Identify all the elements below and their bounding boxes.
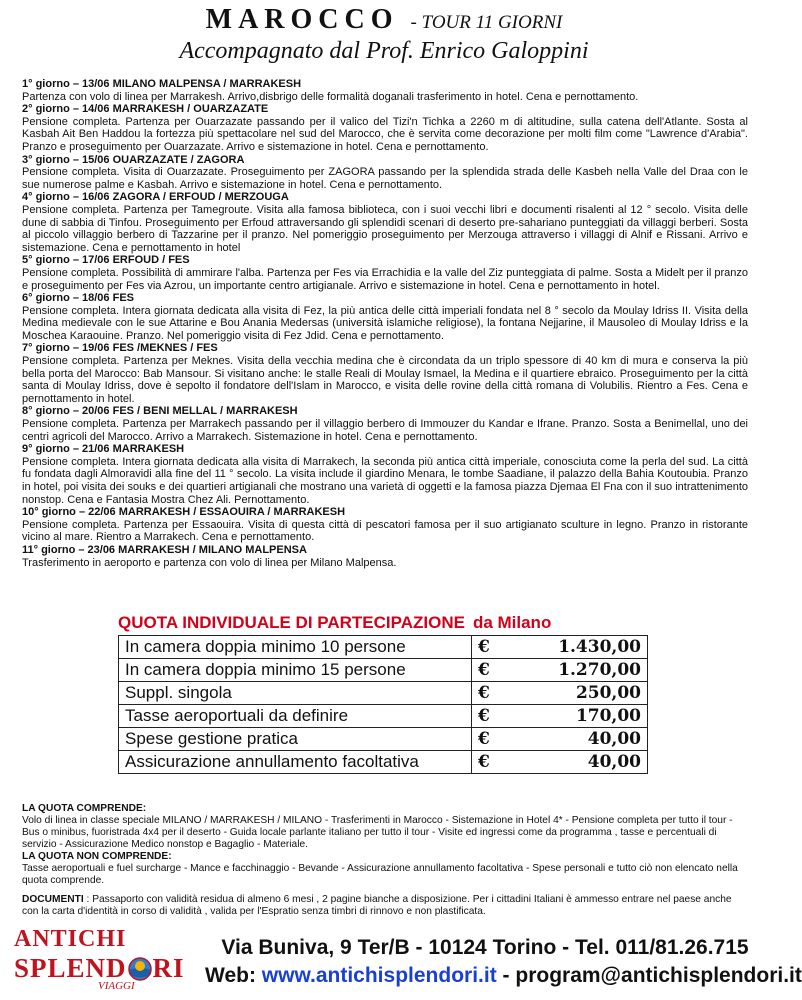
day-text: Pensione completa. Intera giornata dedicata alla visita di Marrakech, la seconda più antica città imperiale, conosciuta come la perla del sud. La città fu fondata dagli Almoravidi alla fine del 11 ° secolo. La visita include il giardino Menara, le tombe Saadiane, il palazzo della Bahia Koutoubia. Pranzo in hotel, poi visita dei souks e dei quartieri artigianali che mostrano una varietà di oggetti e la famosa piazza Djemaa El Fna con il suo intrattenimento nonstop. Cena e Fantasia Mostra Chez Ali. Pernottamento. [22,455,748,506]
day-title: 9° giorno – 21/06 MARRAKESH [22,443,185,456]
tour-duration: - TOUR 11 GIORNI [410,12,563,33]
day-title: 1° giorno – 13/06 MILANO MALPENSA / MARRAKESH [22,78,302,90]
includes-heading: LA QUOTA COMPRENDE: [22,803,147,814]
itinerary [22,78,748,569]
currency-symbol: € [478,706,490,726]
day-text: Pensione completa. Partenza per Meknes. Visita della vecchia medina che è circondata da un triplo spessore di 40 km di mura e conserva la più bella porta del Marocco: Bab Mansour. Si visitano anche: le stalle Reali di Moulay Ismael, la Medina e il quartiere ebraico. Proseguimento per la città santa di Moulay Idriss, dove è sepolto il fondatore dell'Islam in Marocco, e visita delle rovine della città romana di Volubilis. Rientro a Fes. Cena e pernottamento in hotel. [22,355,748,405]
day-3 [22,154,748,192]
day-4 [22,191,748,254]
price-label: Assicurazione annullamento facoltativa [119,751,472,774]
table-row [119,659,648,682]
day-11 [22,544,748,569]
excludes-heading: LA QUOTA NON COMPRENDE: [22,851,172,862]
day-1 [22,78,748,103]
price-amount-cell [472,682,648,705]
day-title: 10° giorno – 22/06 MARRAKESH / ESSAOUIRA / MARRAKESH [22,506,346,519]
day-title: 8° giorno – 20/06 FES / BENI MELLAL / MARRAKESH [22,405,298,418]
day-text: Pensione completa. Partenza per Tamegroute. Visita alla famosa biblioteca, con i suoi vecchi libri e documenti risalenti al 12 ° secolo. Visita delle dune di sabbia di Tinfou. Proseguimento per Erfoud attraversando gli splendidi scenari di deserto pre-sahariano punteggiati da villaggi berberi. Sosta al piccolo villaggio berbero di Tazzarine per il pranzo. Nel pomeriggio proseguimento per Merzouga attraverso i villaggi di Alnif e Rissani. Arrivo e sistemazione. Cena e pernottamento in hotel [22,203,748,254]
table-row [119,682,648,705]
day-text: Pensione completa. Partenza per Marrakech passando per il villaggio berbero di Immouzer du Kandar e Ifrane. Pranzo. Sosta a Benimellal, uno dei centri agricoli del Marocco. Arrivo a Marrakech. Sistemazione in hotel. Cena e pernottamento. [22,418,748,443]
company-logo [14,926,194,996]
price-amount-cell [472,728,648,751]
day-title: 7° giorno – 19/06 FES /MEKNES / FES [22,342,218,355]
document-header [0,6,768,65]
day-text: Pensione completa. Possibilità di ammirare l'alba. Partenza per Fes via Errachidia e la valle del Ziz punteggiata di palme. Sosta a Midelt per il pranzo e proseguimento per Fes via Azrou, un importante centro artigianale. Arrivo e sistemazione in hotel. Cena e pernottamento in hotel. [22,266,748,292]
day-text: Pensione completa. Visita di Ouarzazate. Proseguimento per ZAGORA passando per la splendida strada delle Kasbeh nella Valle del Draa con le sue numerose palme e Kasbah. Arrivo e sistemazione in hotel. Cena e pernottamento. [22,166,748,191]
day-2 [22,103,748,153]
documents-text: : Passaporto con validità residua di almeno 6 mesi , 2 pagine bianche a disposizione. Per i cittadini Italiani è ammesso entrare nel paese anche con la carta d'identità in corso di validità , valida per l'Espratio senza timbri di rinnovo e non plastificata. [22,894,732,917]
day-title: 3° giorno – 15/06 OUARZAZATE / ZAGORA [22,153,245,166]
terms-section [22,803,742,918]
pricing-heading-text: QUOTA INDIVIDUALE DI PARTECIPAZIONE [118,613,465,632]
price-value: 40,00 [587,752,641,772]
price-label: In camera doppia minimo 10 persone [119,636,472,659]
day-text: Pensione completa. Intera giornata dedicata alla visita di Fez, la più antica delle città imperiali fondata nel 8 ° secolo da Moulay Idriss II. Visita della Medina medievale con le sue Attarine e Bou Anania Medersas (università islamiche religiose), la fontana Nejjarine, il Mausoleo di Moulay Idriss e la Moschea Karaouine. Pranzo. Nel pomeriggio visita di Fez Jdid. Cena e pernottamento. [22,304,748,342]
day-title: 6° giorno – 18/06 FES [22,292,134,305]
day-text: Trasferimento in aeroporto e partenza con volo di linea per Milano Malpensa. [22,556,397,569]
currency-symbol: € [478,729,490,749]
web-email-line [205,964,802,988]
pricing-heading [118,613,648,633]
price-amount-cell [472,751,648,774]
price-value: 250,00 [575,683,641,703]
day-8 [22,405,748,443]
pricing-departure-city: da Milano [472,613,552,632]
day-6 [22,292,748,342]
document-subtitle: Accompagnato dal Prof. Enrico Galoppini [179,38,589,64]
table-row [119,636,648,659]
price-amount-cell [472,705,648,728]
web-prefix: Web: [205,964,262,987]
day-title: 5° giorno – 17/06 ERFOUD / FES [22,254,190,267]
day-5 [22,254,748,292]
title-line [0,6,768,34]
table-row [119,705,648,728]
price-label: In camera doppia minimo 15 persone [119,659,472,682]
day-title: 4° giorno – 16/06 ZAGORA / ERFOUD / MERZOUGA [22,191,289,204]
day-10 [22,506,748,544]
logo-main-left: SPLEND [14,953,127,983]
price-amount-cell [472,659,648,682]
table-row [119,728,648,751]
price-label: Suppl. singola [119,682,472,705]
day-text: Pensione completa. Partenza per Essaouira. Visita di questa città di pescatori famosa per il suo artigianato sculture in legno. Pranzo in ristorante vicino al mare. Rientro a Marrakech. Cena e pernottamento. [22,518,748,544]
email-link[interactable]: program@antichisplendori.it [515,964,802,987]
pricing-table [118,635,648,774]
price-value: 1.430,00 [558,637,641,657]
contact-separator: - [496,964,516,987]
website-link[interactable]: www.antichisplendori.it [261,964,497,987]
document-title: MAROCCO [205,4,399,35]
sun-icon [128,957,152,981]
pricing-section [118,613,648,774]
price-value: 1.270,00 [558,660,641,680]
price-label: Spese gestione pratica [119,728,472,751]
includes-text: Volo di linea in classe speciale MILANO / MARRAKESH / MILANO - Trasferimenti in Marocco - Sistemazione in Hotel 4* - Pensione completa per tutto il tour - Bus o minibus, fuoristrada 4x4 per il deserto - Guida locale parlante italiano per tutto il tour - Visite ed ingressi come da programma , tasse e percentuali di servizio - Assicurazione Medico nonstop e Bagaglio - Materiale. [22,815,733,850]
table-row [119,751,648,774]
address-line: Via Buniva, 9 Ter/B - 10124 Torino - Tel. 011/81.26.715 [221,936,749,959]
excludes-text: Tasse aeroportuali e fuel surcharge - Mance e facchinaggio - Bevande - Assicurazione annullamento facoltativa - Spese personali e tutto ciò non elencato nella quota comprende. [22,863,738,886]
price-label: Tasse aeroportuali da definire [119,705,472,728]
currency-symbol: € [478,637,490,657]
logo-main-right: RI [152,953,185,983]
price-amount-cell [472,636,648,659]
documents-note [22,894,742,918]
currency-symbol: € [478,752,490,772]
contact-info [205,936,802,988]
day-text: Pensione completa. Partenza per Ouarzazate passando per il valico del Tizi'n Tichka a 2260 m di altitudine, sulla catena dell'Atlante. Sosta al Kasbah Ait Ben Haddou la fortezza più spettacolare nel sud del Marocco, che è servita come decorazione per molti film come "Lawrence d'Arabia". Pranzo e proseguimento per Ouarzazate. Arrivo e sistemazione in hotel. Cena e pernottamento. [22,115,748,153]
day-title: 2° giorno – 14/06 MARRAKESH / OUARZAZATE [22,103,269,116]
day-title: 11° giorno – 23/06 MARRAKESH / MILANO MALPENSA [22,543,307,556]
currency-symbol: € [478,683,490,703]
price-value: 40,00 [587,729,641,749]
day-9 [22,443,748,506]
price-value: 170,00 [575,706,641,726]
logo-tagline: VIAGGI [98,980,135,992]
day-7 [22,342,748,405]
day-text: Partenza con volo di linea per Marrakesh. Arrivo,disbrigo delle formalità doganali trasferimento in hotel. Cena e pernottamento. [22,90,639,103]
logo-top-word: ANTICHI [14,926,127,952]
currency-symbol: € [478,660,490,680]
documents-heading: DOCUMENTI [22,894,84,905]
